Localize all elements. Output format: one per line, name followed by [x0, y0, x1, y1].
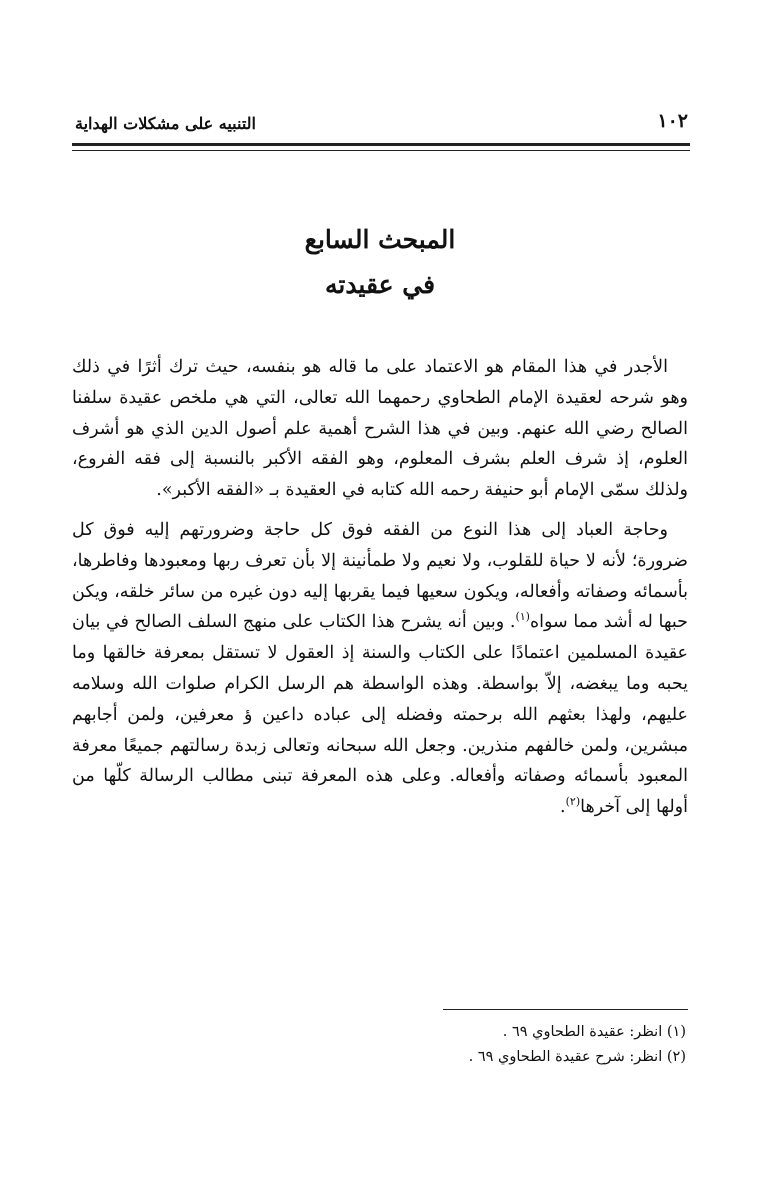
footnote-2-text: انظر: شرح عقيدة الطحاوي ٦٩ .	[468, 1049, 663, 1065]
header-rule-thin	[72, 150, 690, 151]
footnote-separator	[443, 1009, 688, 1010]
footnote-2-number: (٢)	[666, 1049, 686, 1065]
footnote-1	[200, 1020, 686, 1045]
paragraph-2-end: .	[560, 797, 566, 818]
footnote-ref-1[interactable]: (١)	[515, 610, 530, 624]
page-number: ١٠٢	[657, 110, 688, 132]
footnotes	[200, 1020, 686, 1070]
paragraph-1	[72, 352, 688, 506]
book-title: التنبيه على مشكلات الهداية	[75, 114, 256, 133]
paragraph-2-text-a: وحاجة العباد إلى هذا النوع من الفقه فوق كل حاجة وضرورتهم إليه فوق كل ضرورة؛ لأنه لا حياة للقلوب، ولا نعيم ولا طمأنينة إلا بأن تعرف ربها ومعبودها وفاطرها، بأسمائه وصفاته وأفعاله، ويكون سعيها فيما يقربها إليه دون غيره من سائر خلقه، ويكن حبها له أشد مما سواه	[72, 519, 688, 633]
footnote-ref-2[interactable]: (٢)	[565, 795, 581, 809]
header-rule-thick	[72, 143, 690, 146]
paragraph-2	[72, 515, 688, 823]
chapter-subtitle: في عقيدته	[324, 270, 436, 299]
paragraph-1-text: الأجدر في هذا المقام هو الاعتماد على ما قاله هو بنفسه، حيث ترك أثرًا في ذلك وهو شرحه لعقيدة الإمام الطحاوي رحمهما الله تعالى، التي هي ملخص عقيدة سلفنا الصالح رضي الله عنهم. وبين في هذا الشرح أهمية علم أصول الدين الذي هو أشرف العلوم، إذ شرف العلم بشرف المعلوم، وهو الفقه الأكبر بالنسبة إلى فقه الفروع، ولذلك سمّى الإمام أبو حنيفة رحمه الله كتابه في العقيدة بـ «الفقه الأكبر».	[72, 357, 688, 501]
footnote-1-text: انظر: عقيدة الطحاوي ٦٩ .	[502, 1024, 663, 1040]
footnote-1-number: (١)	[666, 1024, 686, 1040]
body-text	[72, 352, 688, 823]
chapter-title: المبحث السابع	[304, 225, 456, 254]
running-header	[75, 110, 690, 140]
footnote-2	[200, 1045, 686, 1070]
paragraph-2-text-b: . وبين أنه يشرح هذا الكتاب على منهج السلف الصالح في بيان عقيدة المسلمين اعتمادًا على الكتاب والسنة إذ العقول لا تستقل بمعرفة خالقها وما يحبه وما يبغضه، إلاّ بواسطة. وهذه الواسطة هم الرسل الكرام صلوات الله وسلامه عليهم، ولهذا بعثهم الله برحمته وفضله إلى عباده داعين ؤ معرفين، ولمن أجابهم مبشرين، ولمن خالفهم منذرين. وجعل الله سبحانه وتعالى زبدة رسالتهم جميعًا معرفة المعبود بأسمائه وصفاته وأفعاله. وعلى هذه المعرفة تبنى مطالب الرسالة كلّها من أولها إلى آخرها	[72, 612, 688, 818]
